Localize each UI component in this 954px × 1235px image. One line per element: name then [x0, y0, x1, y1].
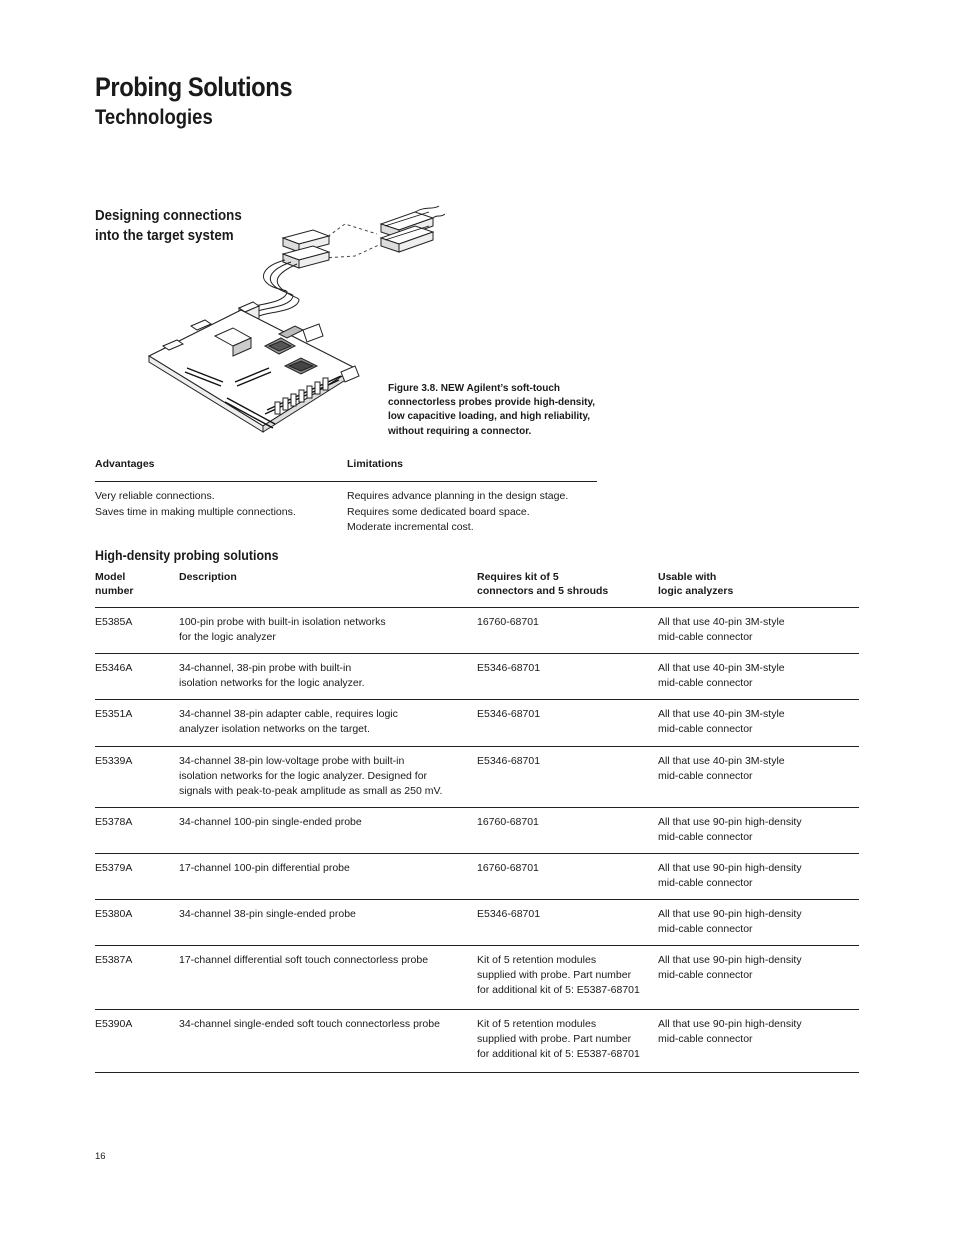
model-cell	[95, 907, 132, 922]
cell-line: mid-cable connector	[658, 631, 753, 643]
kit-cell	[477, 707, 540, 722]
table-row	[95, 854, 859, 900]
cell-line: mid-cable connector	[658, 770, 753, 782]
cell-line: E5380A	[95, 908, 133, 920]
cell-line: All that use 90-pin high-density	[658, 908, 802, 920]
cell-line: All that use 90-pin high-density	[658, 816, 802, 828]
cell-line: mid-cable connector	[658, 1033, 753, 1045]
cell-line: 17-channel 100-pin differential probe	[179, 862, 350, 874]
cell-line: supplied with probe. Part number	[477, 969, 632, 981]
cell-line: All that use 40-pin 3M-style	[658, 616, 785, 628]
kit-cell	[477, 907, 540, 922]
column-header-line: connectors and 5 shrouds	[477, 584, 609, 597]
table-row	[95, 608, 859, 654]
kit-cell	[477, 815, 539, 830]
kit-cell	[477, 661, 540, 676]
column-header-description	[179, 571, 237, 585]
cell-line: 34-channel 38-pin low-voltage probe with built-in	[179, 755, 405, 767]
cell-line: isolation networks for the logic analyzer. Designed for	[179, 770, 428, 782]
table-header	[95, 571, 859, 608]
kit-cell	[477, 861, 539, 876]
cell-line: 34-channel 38-pin adapter cable, requires logic	[179, 708, 398, 720]
cell-line: All that use 90-pin high-density	[658, 954, 802, 966]
usable-cell	[658, 707, 785, 737]
usable-cell	[658, 615, 785, 645]
cell-line: mid-cable connector	[658, 831, 753, 843]
cell-line: signals with peak-to-peak amplitude as small as 250 mV.	[179, 785, 443, 797]
model-cell	[95, 754, 132, 769]
usable-cell	[658, 1017, 802, 1047]
cell-line: E5385A	[95, 616, 133, 628]
cell-line: mid-cable connector	[658, 923, 753, 935]
page-number: 16	[95, 1151, 106, 1162]
column-header-kit	[477, 571, 608, 598]
cell-line: mid-cable connector	[658, 877, 753, 889]
table-body	[95, 608, 859, 1073]
cell-line: E5390A	[95, 1018, 133, 1030]
caption-line: without requiring a connector.	[388, 425, 532, 437]
cell-line: for additional kit of 5: E5387-68701	[477, 984, 640, 996]
cell-line: 34-channel 38-pin single-ended probe	[179, 908, 356, 920]
cell-line: E5346-68701	[477, 755, 541, 767]
table-row	[95, 700, 859, 747]
column-header-line: Requires kit of 5	[477, 571, 559, 583]
model-cell	[95, 661, 132, 676]
cell-line: E5339A	[95, 755, 133, 767]
limitation-item: Moderate incremental cost.	[347, 521, 474, 534]
table-row	[95, 1010, 859, 1073]
table-row	[95, 946, 859, 1010]
column-header-line: number	[95, 584, 134, 597]
cell-line: E5379A	[95, 862, 133, 874]
limitation-item: Requires advance planning in the design stage.	[347, 490, 569, 502]
usable-cell	[658, 861, 802, 891]
cell-line: All that use 90-pin high-density	[658, 1018, 802, 1030]
description-cell	[179, 615, 386, 645]
cell-line: 34-channel 100-pin single-ended probe	[179, 816, 362, 828]
cell-line: All that use 40-pin 3M-style	[658, 708, 785, 720]
cell-line: for additional kit of 5: E5387-68701	[477, 1048, 640, 1060]
model-cell	[95, 861, 132, 876]
probe-table	[95, 571, 859, 1073]
model-cell	[95, 815, 132, 830]
section-heading-line: into the target system	[95, 228, 234, 244]
cell-line: mid-cable connector	[658, 723, 753, 735]
cell-line: Kit of 5 retention modules	[477, 1018, 597, 1030]
advantage-item: Very reliable connections.	[95, 490, 215, 502]
advantage-item: Saves time in making multiple connections.	[95, 505, 296, 518]
description-cell	[179, 707, 398, 737]
description-cell	[179, 815, 362, 830]
header-rule	[95, 481, 597, 482]
table-row	[95, 747, 859, 808]
advantages-header: Advantages	[95, 458, 155, 470]
description-cell	[179, 661, 365, 691]
column-header-line: logic analyzers	[658, 584, 734, 597]
usable-cell	[658, 661, 785, 691]
cell-line: Kit of 5 retention modules	[477, 954, 597, 966]
cell-line: 34-channel, 38-pin probe with built-in	[179, 662, 352, 674]
table-row	[95, 654, 859, 700]
caption-line: connectorless probes provide high-density,	[388, 397, 596, 409]
kit-cell	[477, 953, 640, 998]
cell-line: 17-channel differential soft touch connectorless probe	[179, 954, 429, 966]
model-cell	[95, 953, 132, 968]
figure-caption	[388, 382, 618, 439]
table-row	[95, 900, 859, 946]
cell-line: All that use 40-pin 3M-style	[658, 662, 785, 674]
column-header-line: Usable with	[658, 571, 717, 583]
page-subtitle: Technologies	[95, 106, 213, 129]
cell-line: 16760-68701	[477, 616, 539, 628]
circuit-board	[149, 310, 355, 426]
description-cell	[179, 953, 428, 968]
cell-line: All that use 40-pin 3M-style	[658, 755, 785, 767]
cell-line: E5346-68701	[477, 708, 541, 720]
model-cell	[95, 707, 132, 722]
limitation-item: Requires some dedicated board space.	[347, 505, 530, 518]
description-cell	[179, 754, 442, 799]
cell-line: E5346-68701	[477, 908, 541, 920]
kit-cell	[477, 615, 539, 630]
cell-line: All that use 90-pin high-density	[658, 862, 802, 874]
advantages-list	[95, 489, 296, 520]
cell-line: 100-pin probe with built-in isolation networks	[179, 616, 386, 628]
cell-line: analyzer isolation networks on the target.	[179, 723, 370, 735]
cell-line: E5378A	[95, 816, 133, 828]
cable-connector	[381, 206, 445, 252]
cell-line: mid-cable connector	[658, 969, 753, 981]
usable-cell	[658, 754, 785, 784]
cell-line: 34-channel single-ended soft touch connectorless probe	[179, 1018, 440, 1030]
column-header-line: Description	[179, 571, 237, 583]
column-header-line: Model	[95, 571, 126, 583]
cell-line: E5346-68701	[477, 662, 541, 674]
usable-cell	[658, 953, 802, 983]
cell-line: 16760-68701	[477, 816, 539, 828]
model-cell	[95, 615, 132, 630]
caption-line: low capacitive loading, and high reliability,	[388, 411, 591, 423]
cell-line: E5351A	[95, 708, 133, 720]
cell-line: E5387A	[95, 954, 133, 966]
description-cell	[179, 1017, 440, 1032]
column-header-usable	[658, 571, 733, 598]
cell-line: for the logic analyzer	[179, 631, 276, 643]
kit-cell	[477, 1017, 640, 1062]
model-cell	[95, 1017, 132, 1032]
cell-line: isolation networks for the logic analyzer.	[179, 677, 365, 689]
cell-line: mid-cable connector	[658, 677, 753, 689]
cell-line: 16760-68701	[477, 862, 539, 874]
page-title: Probing Solutions	[95, 72, 293, 102]
table-row	[95, 808, 859, 854]
cell-line: supplied with probe. Part number	[477, 1033, 632, 1045]
limitations-header: Limitations	[347, 458, 404, 470]
cell-line: E5346A	[95, 662, 133, 674]
section-heading-line: Designing connections	[95, 208, 242, 224]
usable-cell	[658, 815, 802, 845]
kit-cell	[477, 754, 540, 769]
usable-cell	[658, 907, 802, 937]
caption-line: Figure 3.8. NEW Agilent’s soft-touch	[388, 383, 561, 394]
high-density-heading: High-density probing solutions	[95, 548, 279, 563]
description-cell	[179, 861, 350, 876]
description-cell	[179, 907, 356, 922]
column-header-model	[95, 571, 134, 598]
limitations-list	[347, 489, 568, 536]
